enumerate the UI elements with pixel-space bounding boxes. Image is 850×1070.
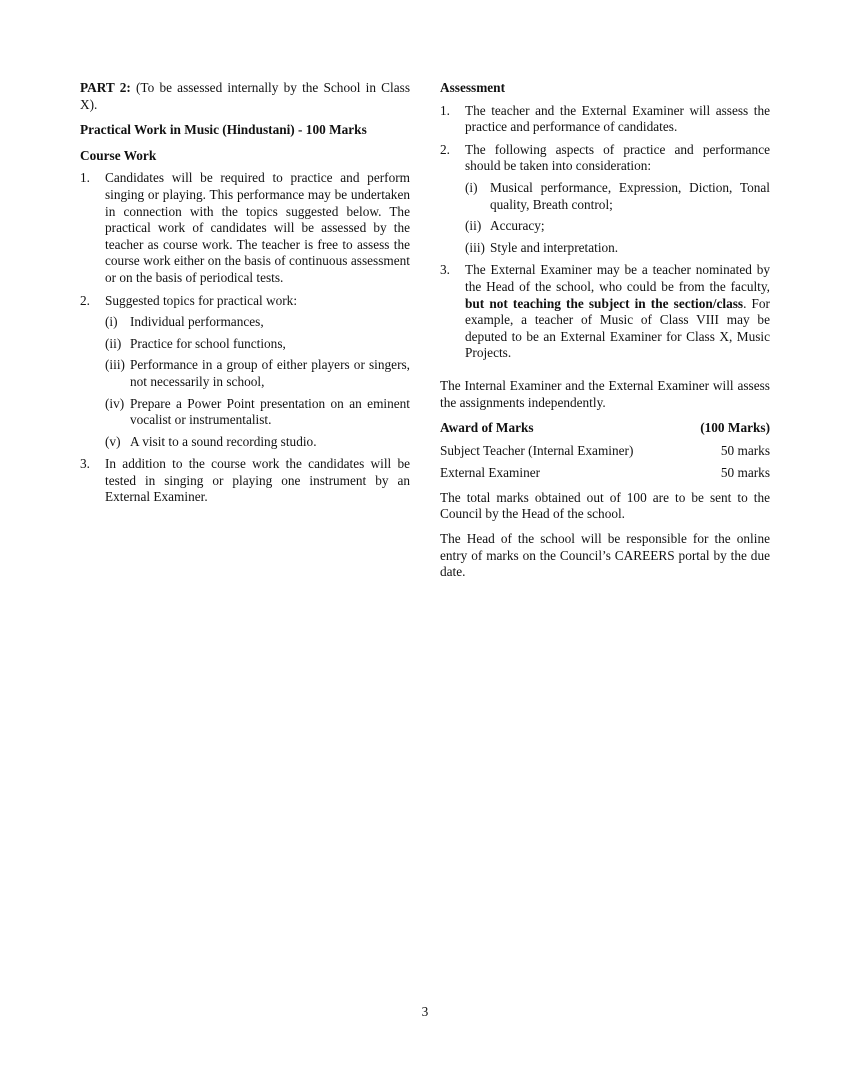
item-body xyxy=(465,142,770,257)
aspect-item xyxy=(465,218,770,235)
total-marks-paragraph: The total marks obtained out of 100 are to be sent to the Council by the Head of the school. xyxy=(440,489,770,522)
item-text-b: . For example, a teacher of Music of Class VIII may be deputed to be an External Examiner for Class X, Music Projects. xyxy=(465,295,770,361)
aspect-number: (ii) xyxy=(465,218,482,234)
aspect-item xyxy=(465,240,770,257)
marks-row xyxy=(440,465,770,482)
item-number: 2. xyxy=(80,292,90,308)
aspect-number: (iii) xyxy=(465,239,485,255)
head-responsibility-paragraph: The Head of the school will be responsible for the online entry of marks on the Council’s CAREERS portal by the due date. xyxy=(440,531,770,580)
list-item xyxy=(440,262,770,362)
marks-label: External Examiner xyxy=(440,465,541,481)
course-work-heading: Course Work xyxy=(80,147,157,163)
part-text: (To be assessed internally by the School in Class X). xyxy=(80,80,410,112)
item-number: 1. xyxy=(80,170,90,186)
topic-number: (i) xyxy=(105,314,118,330)
part-label: PART 2: xyxy=(80,80,131,95)
marks-value: 50 marks xyxy=(720,465,770,481)
right-column xyxy=(440,80,770,581)
topic-item xyxy=(105,434,410,451)
left-column xyxy=(80,80,410,512)
topic-item xyxy=(105,314,410,331)
item-number: 3. xyxy=(80,456,90,472)
topic-number: (iv) xyxy=(105,395,125,411)
item-text xyxy=(465,262,770,362)
page-number: 3 xyxy=(421,1004,429,1019)
list-item xyxy=(80,170,410,286)
topic-item xyxy=(105,336,410,353)
item-text: Suggested topics for practical work: xyxy=(105,292,298,308)
item-text: The following aspects of practice and performance should be taken into consideration: xyxy=(465,141,770,174)
award-label: Award of Marks xyxy=(440,420,534,436)
course-work-list xyxy=(80,170,410,506)
assessment-list xyxy=(440,103,770,362)
item-text-bold: but not teaching the subject in the section/class xyxy=(465,295,744,311)
aspect-number: (i) xyxy=(465,179,478,195)
topic-text: A visit to a sound recording studio. xyxy=(130,433,317,449)
item-number: 2. xyxy=(440,141,450,157)
marks-row xyxy=(440,443,770,460)
aspect-text: Accuracy; xyxy=(490,218,545,234)
item-text: Candidates will be required to practice and perform singing or playing. This performance may be undertaken in connection with the topics suggested below. The practical work of candidates will be assessed by the teacher as course work. The teacher is free to assess the course work either on the basis of continuous assessment or on the basis of periodical tests. xyxy=(105,170,410,285)
list-item xyxy=(440,142,770,257)
list-item xyxy=(440,103,770,136)
topic-number: (iii) xyxy=(105,357,125,373)
item-text-a: The External Examiner may be a teacher nominated by the Head of the school, who could be from the faculty, xyxy=(465,262,770,294)
section-title: Practical Work in Music (Hindustani) - 100 Marks xyxy=(80,122,367,138)
topic-text: Practice for school functions, xyxy=(130,335,286,351)
marks-label: Subject Teacher (Internal Examiner) xyxy=(440,442,634,458)
topic-number: (v) xyxy=(105,433,121,449)
list-item xyxy=(80,456,410,506)
topic-text: Prepare a Power Point presentation on an eminent vocalist or instrumentalist. xyxy=(130,395,410,428)
aspect-text: Style and interpretation. xyxy=(490,239,619,255)
topic-text: Performance in a group of either players or singers, not necessarily in school, xyxy=(130,357,410,389)
topic-item xyxy=(105,396,410,429)
list-item xyxy=(80,293,410,451)
item-body xyxy=(105,293,410,451)
internal-examiner-paragraph: The Internal Examiner and the External Examiner will assess the assignments independently. xyxy=(440,377,770,410)
item-number: 3. xyxy=(440,262,450,278)
award-total: (100 Marks) xyxy=(700,420,770,436)
topic-text: Individual performances, xyxy=(130,314,264,330)
assessment-heading: Assessment xyxy=(440,80,506,95)
item-number: 1. xyxy=(440,102,450,118)
item-text: In addition to the course work the candidates will be tested in singing or playing one instrument by an External Examiner. xyxy=(105,456,410,505)
topic-item xyxy=(105,357,410,390)
aspect-text: Musical performance, Expression, Diction, Tonal quality, Breath control; xyxy=(490,179,770,212)
part-intro xyxy=(80,80,410,113)
award-of-marks-header xyxy=(440,420,770,437)
marks-value: 50 marks xyxy=(720,442,770,458)
topic-number: (ii) xyxy=(105,335,122,351)
aspect-item xyxy=(465,180,770,213)
item-text: The teacher and the External Examiner will assess the practice and performance of candidates. xyxy=(465,102,770,135)
